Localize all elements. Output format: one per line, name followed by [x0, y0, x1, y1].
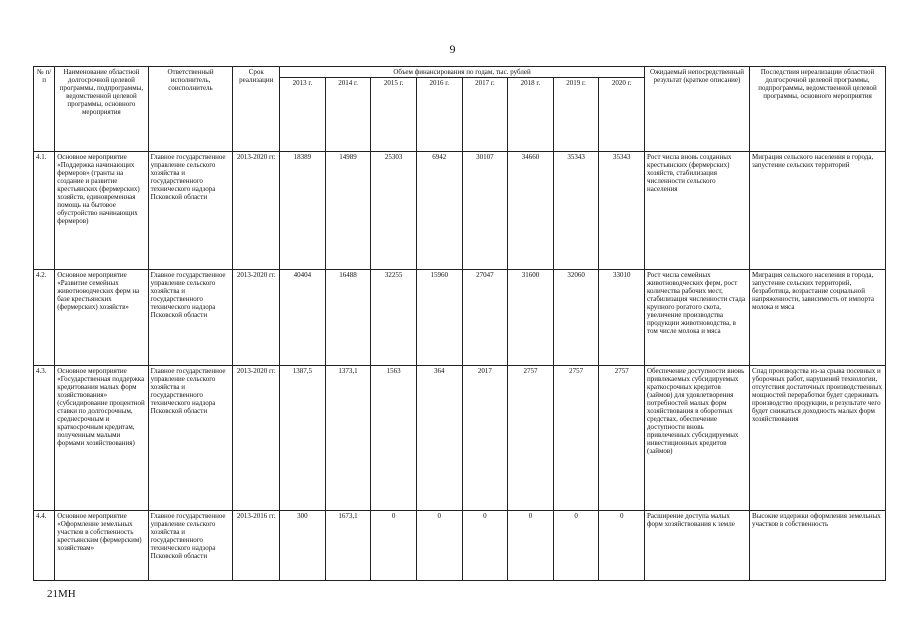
- row-value: 18389: [280, 152, 326, 270]
- header-year: 2017 г.: [462, 78, 508, 152]
- row-value: 1373,1: [325, 366, 371, 511]
- row-value: 2757: [508, 366, 554, 511]
- row-consequences: Спад производства из-за срыва посевных и уборочных работ, нарушений технологии, отсутствия достаточных производственных мощностей переработки будет сдерживать производство продукции, в результате чего будет снижаться доходность малых форм хозяйствования: [750, 366, 886, 511]
- row-value: 33010: [599, 270, 645, 366]
- header-row-1: [34, 67, 886, 78]
- header-no: № п/п: [34, 67, 55, 152]
- row-value: 31600: [508, 270, 554, 366]
- row-value: 0: [553, 511, 599, 581]
- row-value: 1387,5: [280, 366, 326, 511]
- header-period: Срок реализации: [233, 67, 280, 152]
- row-value: 16488: [325, 270, 371, 366]
- header-year: 2019 г.: [553, 78, 599, 152]
- row-responsible: Главное государственное управление сельского хозяйства и государственного технического надзора Псковской области: [148, 270, 233, 366]
- row-number: 4.3.: [34, 366, 55, 511]
- row-number: 4.4.: [34, 511, 55, 581]
- table-row: [34, 511, 886, 581]
- row-responsible: Главное государственное управление сельского хозяйства и государственного технического надзора Псковской области: [148, 511, 233, 581]
- row-value: 2757: [599, 366, 645, 511]
- row-value: 6942: [416, 152, 462, 270]
- row-period: 2013-2020 гг.: [233, 366, 280, 511]
- header-expected: Ожидаемый непосредственный результат (краткое описание): [645, 67, 750, 152]
- row-value: 25303: [371, 152, 417, 270]
- row-value: 34660: [508, 152, 554, 270]
- table-row: [34, 152, 886, 270]
- row-expected: Расширение доступа малых форм хозяйствования к земле: [645, 511, 750, 581]
- row-value: 1673,1: [325, 511, 371, 581]
- page-number: 9: [449, 42, 456, 56]
- row-value: 0: [416, 511, 462, 581]
- row-value: 2757: [553, 366, 599, 511]
- header-year: 2014 г.: [325, 78, 371, 152]
- row-name: Основное мероприятие «Государственная поддержка кредитования малых форм хозяйствования» (субсидирование процентной ставки по долгосрочным, среднесрочным и краткосрочным кредитам, полученным малыми формами хозяйствования): [55, 366, 148, 511]
- row-expected: Рост числа семейных животноводческих ферм, рост количества рабочих мест, стабилизация численности стада крупного рогатого скота, увеличение производства продукции животноводства, в том числе молока и мяса: [645, 270, 750, 366]
- row-value: 2017: [462, 366, 508, 511]
- row-period: 2013-2020 гг.: [233, 270, 280, 366]
- header-year: 2020 г.: [599, 78, 645, 152]
- row-value: 32060: [553, 270, 599, 366]
- row-value: 14989: [325, 152, 371, 270]
- row-value: 0: [508, 511, 554, 581]
- row-value: 35343: [553, 152, 599, 270]
- row-value: 300: [280, 511, 326, 581]
- row-value: 40404: [280, 270, 326, 366]
- row-number: 4.2.: [34, 270, 55, 366]
- row-responsible: Главное государственное управление сельского хозяйства и государственного технического надзора Псковской области: [148, 366, 233, 511]
- row-number: 4.1.: [34, 152, 55, 270]
- header-responsible: Ответственный исполнитель, соисполнитель: [148, 67, 233, 152]
- header-funding: Объем финансирования по годам, тыс. рублей: [280, 67, 645, 78]
- table-row: [34, 366, 886, 511]
- row-value: 0: [599, 511, 645, 581]
- row-value: 1563: [371, 366, 417, 511]
- row-name: Основное мероприятие «Развитие семейных животноводческих ферм на базе крестьянских (фермерских) хозяйств»: [55, 270, 148, 366]
- row-value: 35343: [599, 152, 645, 270]
- footer-code: 21МН: [47, 588, 76, 600]
- row-value: 27047: [462, 270, 508, 366]
- row-name: Основное мероприятие «Оформление земельных участков в собственность крестьянским (фермерским) хозяйствам»: [55, 511, 148, 581]
- row-responsible: Главное государственное управление сельского хозяйства и государственного технического надзора Псковской области: [148, 152, 233, 270]
- row-value: 15960: [416, 270, 462, 366]
- row-period: 2013-2016 гг.: [233, 511, 280, 581]
- row-expected: Рост числа вновь созданных крестьянских (фермерских) хозяйств, стабилизация численности сельского населения: [645, 152, 750, 270]
- header-year: 2018 г.: [508, 78, 554, 152]
- row-value: 32255: [371, 270, 417, 366]
- row-expected: Обеспечение доступности вновь привлекаемых субсидируемых краткосрочных кредитов (займов) для удовлетворения потребностей малых форм хозяйствования в оборотных средствах, обеспечение доступности вновь привлеченных субсидируемых инвестиционных кредитов (займов): [645, 366, 750, 511]
- header-consequences: Последствия нереализации областной долгосрочной целевой программы, подпрограммы, ведомственной целевой программы, основного мероприятия: [750, 67, 886, 152]
- row-consequences: Миграция сельского населения в города, запустение сельских территорий: [750, 152, 886, 270]
- row-consequences: Миграция сельского населения в города, запустение сельских территорий, безработица, возрастание социальной напряженности, зависимость от импорта молока и мяса: [750, 270, 886, 366]
- row-value: 30107: [462, 152, 508, 270]
- header-year: 2016 г.: [416, 78, 462, 152]
- header-year: 2013 г.: [280, 78, 326, 152]
- row-value: 364: [416, 366, 462, 511]
- table-row: [34, 270, 886, 366]
- row-value: 0: [371, 511, 417, 581]
- row-value: 0: [462, 511, 508, 581]
- row-name: Основное мероприятие «Поддержка начинающих фермеров» (гранты на создание и развитие крестьянских (фермерских) хозяйств, единовременная помощь на бытовое обустройство начинающих фермеров): [55, 152, 148, 270]
- header-name: Наименование областной долгосрочной целевой программы, подпрограммы, ведомственной целевой программы, основного мероприятия: [55, 67, 148, 152]
- header-year: 2015 г.: [371, 78, 417, 152]
- funding-table: [33, 66, 886, 581]
- row-period: 2013-2020 гг.: [233, 152, 280, 270]
- row-consequences: Высокие издержки оформления земельных участков в собственность: [750, 511, 886, 581]
